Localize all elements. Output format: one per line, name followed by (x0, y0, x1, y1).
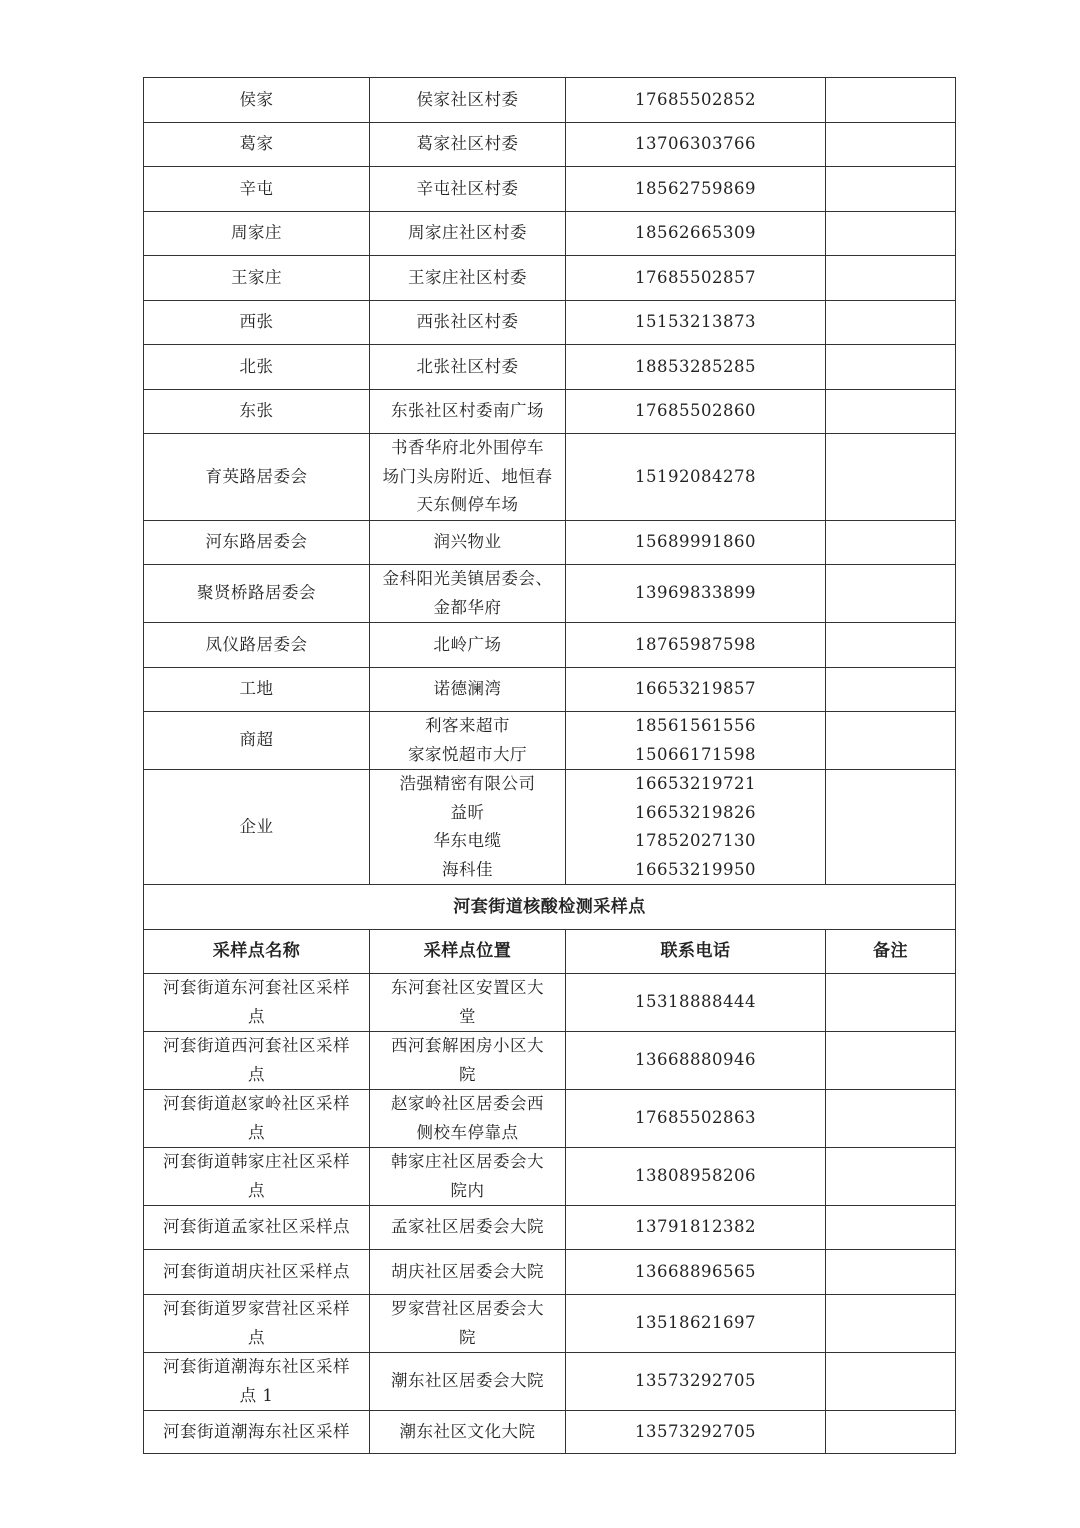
site-location-cell (370, 623, 566, 668)
site-location-cell-line: 浩强精密有限公司 (399, 774, 536, 793)
site-location-cell-line: 侯家社区村委 (416, 89, 519, 109)
site-phone-cell-line: 18853285285 (635, 356, 756, 376)
table-row (144, 1353, 956, 1411)
site-note-cell (826, 1411, 956, 1454)
site-name-cell (144, 212, 370, 256)
site-name-cell-line: 河套街道西河套社区采样 (163, 1036, 350, 1055)
site-name-cell-line: 西张 (239, 312, 274, 332)
site-name-cell-line: 点 (248, 1006, 265, 1026)
site-name-cell (144, 301, 370, 345)
table-row (144, 712, 956, 770)
site-phone-cell (566, 1411, 826, 1454)
site-location-cell (370, 434, 566, 521)
site-phone-cell-line: 17685502852 (635, 89, 756, 109)
table-row (144, 521, 956, 565)
site-name-cell-line: 周家庄 (231, 223, 282, 243)
site-location-cell-line: 院 (459, 1327, 476, 1347)
site-phone-cell (566, 1353, 826, 1411)
site-location-cell-line: 北张社区村委 (416, 356, 519, 376)
site-note-cell (826, 1090, 956, 1148)
site-location-cell (370, 1250, 566, 1295)
site-location-cell-line: 潮东社区文化大院 (399, 1421, 536, 1441)
site-location-cell-line: 侧校车停靠点 (416, 1122, 519, 1142)
site-location-cell-line: 天东侧停车场 (416, 495, 519, 515)
lower-table-body (144, 974, 956, 1454)
site-name-cell-line: 点 (248, 1180, 265, 1200)
site-phone-cell-line: 16653219950 (635, 859, 756, 879)
site-location-cell-line: 润兴物业 (433, 532, 502, 552)
site-phone-cell-line: 16653219721 (635, 774, 756, 793)
table-row (144, 1032, 956, 1090)
site-name-cell (144, 345, 370, 390)
site-name-cell-line: 王家庄 (231, 267, 282, 287)
site-phone-cell-line: 17685502860 (635, 401, 756, 421)
site-note-cell (826, 770, 956, 885)
site-name-cell-line: 点 1 (239, 1385, 274, 1405)
site-location-cell-line: 葛家社区村委 (416, 134, 519, 154)
site-location-cell (370, 212, 566, 256)
site-location-cell-line: 场门头房附近、地恒春 (382, 466, 553, 486)
site-phone-cell-line: 13518621697 (635, 1313, 756, 1333)
section-title-row (144, 885, 956, 930)
table-row (144, 623, 956, 668)
site-location-cell-line: 益昕 (450, 802, 485, 822)
site-name-cell (144, 434, 370, 521)
site-location-cell-line: 东河套社区安置区大 (391, 978, 544, 997)
header-row (144, 930, 956, 974)
site-phone-cell (566, 1206, 826, 1250)
site-location-cell-line: 海科佳 (442, 859, 493, 879)
site-location-cell (370, 521, 566, 565)
header-location: 采样点位置 (370, 930, 566, 974)
site-location-cell-line: 华东电缆 (433, 831, 502, 850)
table-row (144, 256, 956, 301)
site-note-cell (826, 123, 956, 167)
site-phone-cell (566, 123, 826, 167)
site-note-cell (826, 1250, 956, 1295)
site-name-cell-line: 河套街道东河套社区采样 (163, 978, 350, 997)
site-phone-cell (566, 78, 826, 123)
site-name-cell-line: 点 (248, 1064, 265, 1084)
site-phone-cell (566, 256, 826, 301)
table-row (144, 345, 956, 390)
site-location-cell (370, 1295, 566, 1353)
table-row (144, 1295, 956, 1353)
site-phone-cell-line: 13668896565 (635, 1261, 756, 1281)
site-phone-cell-line: 13969833899 (635, 583, 756, 603)
site-phone-cell-line: 18561561556 (635, 716, 756, 735)
site-location-cell-line: 孟家社区居委会大院 (391, 1217, 544, 1237)
site-name-cell (144, 78, 370, 123)
site-location-cell (370, 565, 566, 623)
site-location-cell-line: 西河套解困房小区大 (391, 1036, 544, 1055)
site-location-cell (370, 301, 566, 345)
site-location-cell (370, 390, 566, 434)
site-name-cell (144, 1250, 370, 1295)
site-location-cell-line: 利客来超市 (425, 716, 510, 735)
site-note-cell (826, 256, 956, 301)
site-name-cell (144, 1032, 370, 1090)
site-phone-cell (566, 1295, 826, 1353)
table-row (144, 167, 956, 212)
site-name-cell-line: 商超 (239, 730, 274, 750)
site-name-cell (144, 712, 370, 770)
site-location-cell (370, 974, 566, 1032)
site-phone-cell-line: 15318888444 (635, 992, 756, 1012)
table-row (144, 1148, 956, 1206)
site-phone-cell (566, 1090, 826, 1148)
header-name: 采样点名称 (144, 930, 370, 974)
site-name-cell (144, 770, 370, 885)
site-phone-cell-line: 13668880946 (635, 1050, 756, 1070)
site-location-cell-line: 北岭广场 (433, 634, 502, 654)
site-name-cell-line: 企业 (239, 816, 274, 836)
site-name-cell (144, 668, 370, 712)
site-name-cell-line: 河套街道孟家社区采样点 (163, 1217, 350, 1237)
site-name-cell (144, 1353, 370, 1411)
table-row (144, 123, 956, 167)
site-location-cell (370, 123, 566, 167)
site-location-cell (370, 1090, 566, 1148)
site-location-cell-line: 诺德澜湾 (433, 679, 502, 699)
section-body (144, 885, 956, 974)
site-phone-cell-line: 13573292705 (635, 1421, 756, 1441)
table-row (144, 390, 956, 434)
site-name-cell (144, 1206, 370, 1250)
site-location-cell (370, 1032, 566, 1090)
site-location-cell (370, 712, 566, 770)
site-phone-cell-line: 13573292705 (635, 1371, 756, 1391)
site-phone-cell-line: 13791812382 (635, 1217, 756, 1237)
site-name-cell-line: 葛家 (239, 134, 274, 154)
table-row (144, 974, 956, 1032)
site-name-cell-line: 河套街道潮海东社区采样 (163, 1421, 350, 1441)
sampling-points-table (143, 77, 956, 1454)
site-name-cell (144, 623, 370, 668)
site-location-cell-line: 罗家营社区居委会大 (391, 1299, 544, 1318)
site-name-cell-line: 点 (248, 1122, 265, 1142)
site-name-cell (144, 256, 370, 301)
site-phone-cell-line: 15192084278 (635, 466, 756, 486)
site-phone-cell-line: 15066171598 (635, 744, 756, 764)
site-phone-cell-line: 18562665309 (635, 223, 756, 243)
table-row (144, 212, 956, 256)
table-row (144, 770, 956, 885)
site-phone-cell-line: 13706303766 (635, 134, 756, 154)
site-location-cell-line: 韩家庄社区居委会大 (391, 1152, 544, 1171)
site-name-cell-line: 育英路居委会 (205, 466, 308, 486)
site-phone-cell (566, 1250, 826, 1295)
table-row (144, 565, 956, 623)
table-row (144, 301, 956, 345)
site-name-cell (144, 1148, 370, 1206)
site-phone-cell (566, 668, 826, 712)
site-phone-cell (566, 623, 826, 668)
site-name-cell-line: 凤仪路居委会 (205, 634, 308, 654)
site-phone-cell-line: 18765987598 (635, 634, 756, 654)
site-name-cell-line: 聚贤桥路居委会 (197, 583, 316, 603)
site-note-cell (826, 1295, 956, 1353)
site-location-cell-line: 院 (459, 1064, 476, 1084)
site-location-cell-line: 院内 (450, 1180, 485, 1200)
site-name-cell-line: 点 (248, 1327, 265, 1347)
upper-table-body (144, 78, 956, 885)
site-location-cell (370, 1411, 566, 1454)
site-name-cell-line: 辛屯 (239, 178, 274, 198)
site-phone-cell-line: 16653219826 (635, 802, 756, 822)
site-note-cell (826, 712, 956, 770)
site-name-cell-line: 工地 (239, 679, 274, 699)
site-phone-cell-line: 17685502857 (635, 267, 756, 287)
site-note-cell (826, 434, 956, 521)
site-note-cell (826, 565, 956, 623)
table-row (144, 78, 956, 123)
site-phone-cell (566, 770, 826, 885)
site-phone-cell-line: 16653219857 (635, 679, 756, 699)
site-location-cell (370, 1206, 566, 1250)
site-phone-cell (566, 712, 826, 770)
site-name-cell-line: 侯家 (239, 89, 274, 109)
site-location-cell (370, 167, 566, 212)
site-name-cell-line: 河套街道胡庆社区采样点 (163, 1261, 350, 1281)
table-row (144, 668, 956, 712)
site-name-cell (144, 565, 370, 623)
site-note-cell (826, 974, 956, 1032)
site-phone-cell-line: 17852027130 (635, 831, 756, 850)
site-location-cell-line: 家家悦超市大厅 (408, 744, 527, 764)
site-note-cell (826, 212, 956, 256)
site-name-cell (144, 123, 370, 167)
table-row (144, 1090, 956, 1148)
site-name-cell (144, 167, 370, 212)
site-location-cell (370, 345, 566, 390)
site-note-cell (826, 1353, 956, 1411)
site-note-cell (826, 623, 956, 668)
site-note-cell (826, 1148, 956, 1206)
site-location-cell-line: 王家庄社区村委 (408, 267, 527, 287)
site-name-cell-line: 河套街道韩家庄社区采样 (163, 1152, 350, 1171)
section-title: 河套街道核酸检测采样点 (144, 885, 956, 930)
site-location-cell (370, 668, 566, 712)
site-note-cell (826, 345, 956, 390)
site-note-cell (826, 167, 956, 212)
site-phone-cell (566, 565, 826, 623)
site-note-cell (826, 78, 956, 123)
site-phone-cell (566, 167, 826, 212)
site-location-cell (370, 78, 566, 123)
site-location-cell (370, 770, 566, 885)
site-phone-cell-line: 17685502863 (635, 1108, 756, 1128)
site-name-cell-line: 东张 (239, 401, 274, 421)
site-location-cell-line: 赵家岭社区居委会西 (391, 1094, 544, 1113)
site-phone-cell (566, 434, 826, 521)
site-phone-cell (566, 974, 826, 1032)
site-location-cell-line: 金都华府 (433, 597, 502, 617)
site-location-cell-line: 周家庄社区村委 (408, 223, 527, 243)
site-note-cell (826, 521, 956, 565)
site-note-cell (826, 1032, 956, 1090)
site-name-cell (144, 974, 370, 1032)
site-location-cell (370, 1148, 566, 1206)
site-name-cell (144, 1295, 370, 1353)
site-phone-cell-line: 15153213873 (635, 312, 756, 332)
site-location-cell-line: 辛屯社区村委 (416, 178, 519, 198)
header-phone: 联系电话 (566, 930, 826, 974)
site-name-cell (144, 1090, 370, 1148)
site-name-cell-line: 河套街道潮海东社区采样 (163, 1357, 350, 1376)
table-row (144, 434, 956, 521)
site-name-cell (144, 1411, 370, 1454)
site-phone-cell (566, 1148, 826, 1206)
site-location-cell-line: 西张社区村委 (416, 312, 519, 332)
site-note-cell (826, 1206, 956, 1250)
site-location-cell-line: 金科阳光美镇居委会、 (382, 569, 553, 588)
site-phone-cell (566, 1032, 826, 1090)
site-phone-cell-line: 15689991860 (635, 532, 756, 552)
site-location-cell-line: 胡庆社区居委会大院 (391, 1261, 544, 1281)
site-location-cell-line: 书香华府北外围停车 (391, 438, 544, 458)
site-name-cell (144, 521, 370, 565)
header-note: 备注 (826, 930, 956, 974)
site-note-cell (826, 301, 956, 345)
site-phone-cell (566, 390, 826, 434)
table-row (144, 1411, 956, 1454)
site-location-cell-line: 潮东社区居委会大院 (391, 1371, 544, 1391)
site-name-cell-line: 河东路居委会 (205, 532, 308, 552)
site-name-cell-line: 北张 (239, 356, 274, 376)
table-row (144, 1206, 956, 1250)
site-location-cell-line: 东张社区村委南广场 (391, 401, 544, 421)
site-phone-cell (566, 521, 826, 565)
site-name-cell (144, 390, 370, 434)
site-phone-cell-line: 18562759869 (635, 178, 756, 198)
site-name-cell-line: 河套街道赵家岭社区采样 (163, 1094, 350, 1113)
site-location-cell (370, 1353, 566, 1411)
site-phone-cell-line: 13808958206 (635, 1166, 756, 1186)
site-phone-cell (566, 345, 826, 390)
site-note-cell (826, 668, 956, 712)
site-location-cell-line: 堂 (459, 1006, 476, 1026)
site-phone-cell (566, 301, 826, 345)
site-name-cell-line: 河套街道罗家营社区采样 (163, 1299, 350, 1318)
site-location-cell (370, 256, 566, 301)
site-phone-cell (566, 212, 826, 256)
table-row (144, 1250, 956, 1295)
site-note-cell (826, 390, 956, 434)
